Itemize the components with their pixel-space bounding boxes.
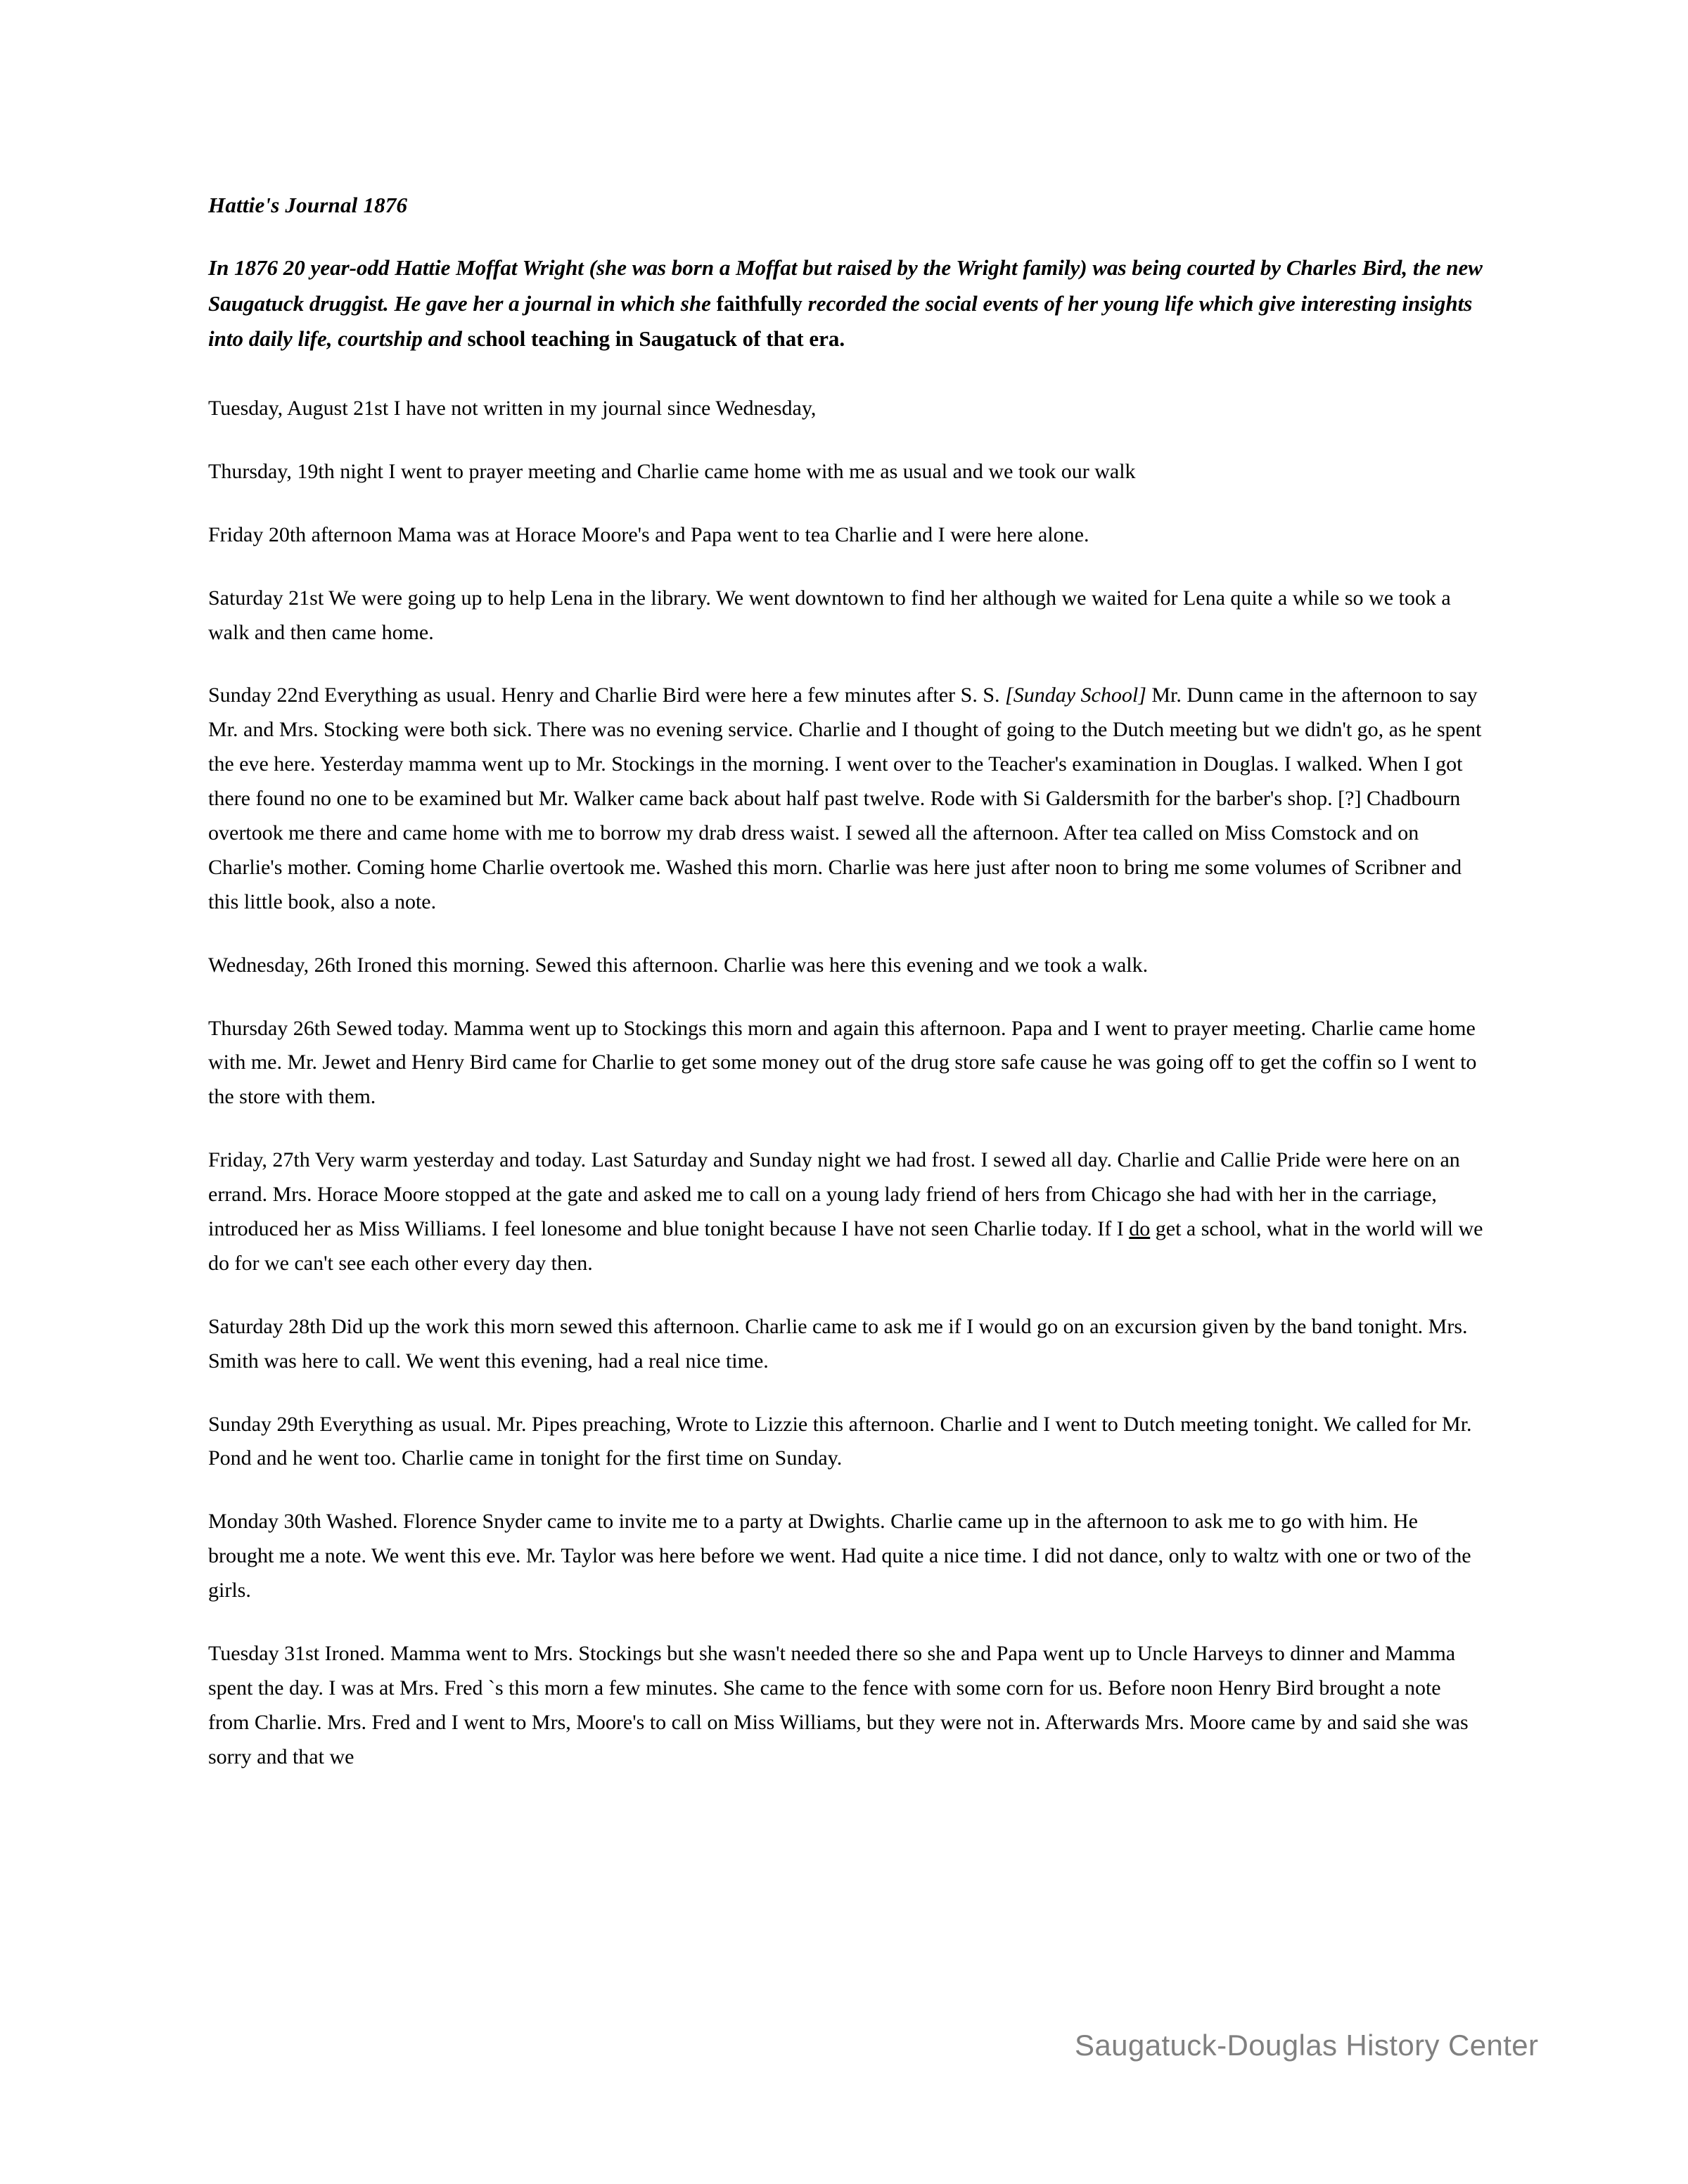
journal-entry-aug-31: Tuesday 31st Ironed. Mamma went to Mrs. Stockings but she wasn't needed there so she and Papa went up to Uncle Harveys to dinner and Mamma spent the day. I was at Mrs. Fred `s this morn a few minutes. She came to the fence with some corn for us. Before noon Henry Bird brought a note from Charlie. Mrs. Fred and I went to Mrs, Moore's to call on Miss Williams, but they were not in. Afterwards Mrs. Moore came by and said she was sorry and that we [208,1642,1469,1768]
journal-entry-aug-20: Friday 20th afternoon Mama was at Horace Moore's and Papa went to tea Charlie and I were here alone. [208,522,1089,546]
watermark-credit: Saugatuck-Douglas History Center [1075,2029,1539,2062]
journal-entry-aug-21: Tuesday, August 21st I have not written in my journal since Wednesday, [208,396,817,420]
entry-text-before: Friday, 27th Very warm yesterday and today. Last Saturday and Sunday night we had frost. I sewed all day. Charlie and Callie Pride were here on an errand. Mrs. Horace Moore stopped at the gate and asked me to call on a young lady friend of hers from Chicago she had with her in the carriage, introduced her as Miss Williams. I feel lonesome and blue tonight because I have not seen Charlie today. If I [208,1148,1460,1240]
journal-entry-aug-26-wednesday: Wednesday, 26th Ironed this morning. Sewed this afternoon. Charlie was here this evening and we took a walk. [208,953,1149,977]
journal-entry-aug-26-thursday: Thursday 26th Sewed today. Mamma went up to Stockings this morn and again this afternoon. Papa and I went to prayer meeting. Charlie came home with me. Mr. Jewet and Henry Bird came for Charlie to get some money out of the drug store safe cause he was going off to get the coffin so I went to the store with them. [208,1016,1477,1109]
intro-part-3: recorded the social events of her young life which give interesting insights into daily life, courtship and [208,290,1473,351]
journal-entry-aug-22 [208,679,1487,919]
intro-part-1: In 1876 20 year-odd Hattie Moffat Wright (she was born a Moffat but raised by the Wright family) was being courted by Charles Bird, the new Saugatuck druggist. He gave her a journal in which she [208,255,1483,316]
underlined-word-do: do [1129,1216,1151,1240]
entry-text-before: Sunday 22nd Everything as usual. Henry and Charlie Bird were here a few minutes after S. S. [208,683,1006,707]
journal-entry-aug-29: Sunday 29th Everything as usual. Mr. Pipes preaching, Wrote to Lizzie this afternoon. Charlie and I went to Dutch meeting tonight. We called for Mr. Pond and he went too. Charlie came in tonight for the first time on Sunday. [208,1412,1472,1470]
journal-entry-aug-21b: Saturday 21st We were going up to help Lena in the library. We went downtown to find her although we waited for Lena quite a while so we took a walk and then came home. [208,586,1451,644]
journal-entry-aug-19: Thursday, 19th night I went to prayer meeting and Charlie came home with me as usual and we took our walk [208,459,1136,483]
intro-emphasis-faithfully: faithfully [716,290,803,316]
document-body [208,191,1487,1804]
journal-entry-aug-30: Monday 30th Washed. Florence Snyder came to invite me to a party at Dwights. Charlie came up in the afternoon to ask me to go with him. He brought me a note. We went this eve. Mr. Taylor was here before we went. Had quite a nice time. I did not dance, only to waltz with one or two of the girls. [208,1510,1471,1602]
journal-entry-aug-28: Saturday 28th Did up the work this morn sewed this afternoon. Charlie came to ask me if I would go on an excursion given by the band tonight. Mrs. Smith was here to call. We went this evening, had a real nice time. [208,1314,1468,1373]
page-title: Hattie's Journal 1876 [208,193,408,217]
intro-emphasis-school-teaching: school teaching in Saugatuck of that era. [467,326,845,351]
entry-text-after: Mr. Dunn came in the afternoon to say Mr. and Mrs. Stocking were both sick. There was no evening service. Charlie and I thought of going to the Dutch meeting but we didn't go, as he spent the eve here. Yesterday mamma went up to Mr. Stockings in the morning. I went over to the Teacher's examination in Douglas. I walked. When I got there found no one to be examined but Mr. Walker came back about half past twelve. Rode with Si Galdersmith for the barber's shop. [?] Chadbourn overtook me there and came home with me to borrow my drab dress waist. I sewed all the afternoon. After tea called on Miss Comstock and on Charlie's mother. Coming home Charlie overtook me. Washed this morn. Charlie was here just after noon to bring me some volumes of Scribner and this little book, also a note. [208,683,1482,913]
editorial-note-sunday-school: [Sunday School] [1005,683,1146,707]
entry-text-after: get a school, what in the world will we do for we can't see each other every day then. [208,1216,1483,1275]
journal-entry-aug-27 [208,1143,1487,1281]
intro-paragraph [208,250,1487,356]
